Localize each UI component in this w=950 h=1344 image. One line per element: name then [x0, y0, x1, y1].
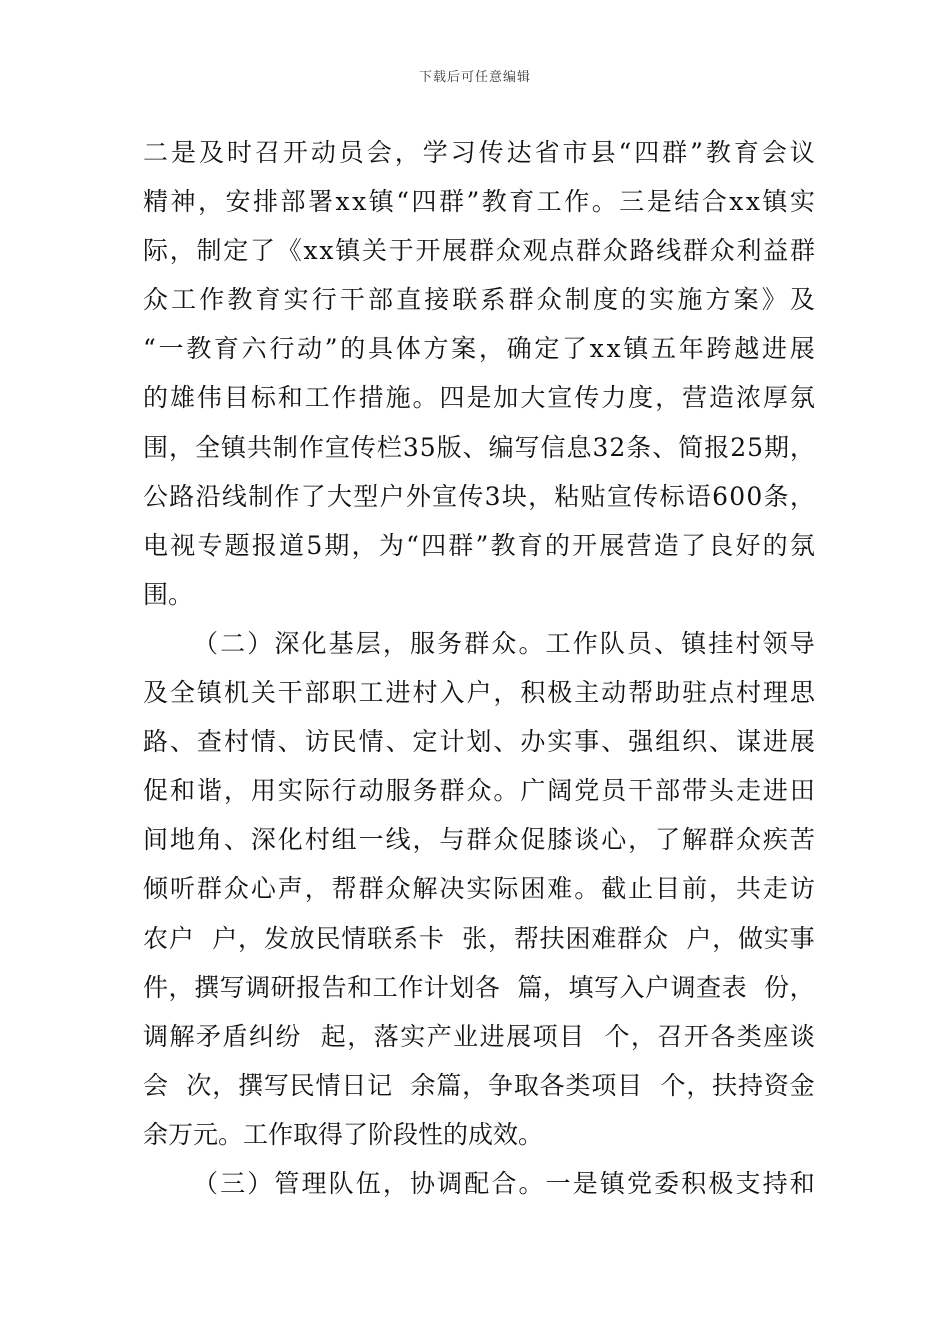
text-line: 际 ， 制 定 了 《 x x 镇 关 于 开 展 群 众 观 点 群 众 路 线 群 众 利 益 群: [143, 236, 815, 266]
paragraph-1: [143, 128, 815, 619]
text-line: 精 神 ， 安 排 部 署 x x 镇 “ 四 群 ” 教 育 工 作 。 三 是 结 合 x x 镇 实: [143, 187, 815, 217]
text-line: 路 、 查 村 情 、 访 民 情 、 定 计 划 、 办 实 事 、 强 组 织 、 谋 进 展: [143, 727, 815, 757]
text-line: 件 ， 撰 写 调 研 报 告 和 工 作 计 划 各 篇 ， 填 写 入 户 调 查 表 份 ，: [143, 972, 815, 1002]
text-line: （ 三 ） 管 理 队 伍 ， 协 调 配 合 。 一 是 镇 党 委 积 极 支 持 和: [193, 1168, 815, 1198]
text-line: 围 ， 全 镇 共 制 作 宣 传 栏 3 5 版 、 编 写 信 息 3 2 条 、 简 报 2 5 期 ，: [143, 432, 815, 462]
text-line: 公 路 沿 线 制 作 了 大 型 户 外 宣 传 3 块 ， 粘 贴 宣 传 标 语 6 0 0 条 ，: [143, 481, 815, 511]
paragraph-3: [143, 1159, 815, 1208]
text-line: 及 全 镇 机 关 干 部 职 工 进 村 入 户 ， 积 极 主 动 帮 助 驻 点 村 理 思: [143, 678, 815, 708]
text-line: 余万元。工作取得了阶段性的成效。: [143, 1119, 544, 1149]
text-line: 会 次 ， 撰 写 民 情 日 记 余 篇 ， 争 取 各 类 项 目 个 ， 扶 持 资 金: [143, 1070, 815, 1100]
text-line: 倾 听 群 众 心 声 ， 帮 群 众 解 决 实 际 困 难 。 截 止 目 前 ， 共 走 访: [143, 874, 815, 904]
text-line: 围。: [143, 579, 194, 609]
text-line: 的 雄 伟 目 标 和 工 作 措 施 。 四 是 加 大 宣 传 力 度 ， 营 造 浓 厚 氛: [143, 383, 815, 413]
text-line: 电 视 专 题 报 道 5 期 ， 为 “ 四 群 ” 教 育 的 开 展 营 造 了 良 好 的 氛: [143, 530, 815, 560]
text-line: “ 一 教 育 六 行 动 ” 的 具 体 方 案 ， 确 定 了 x x 镇 五 年 跨 越 进 展: [143, 334, 815, 364]
text-line: （ 二 ） 深 化 基 层 ， 服 务 群 众 。 工 作 队 员 、 镇 挂 村 领 导: [193, 628, 815, 658]
text-line: 调 解 矛 盾 纠 纷 起 ， 落 实 产 业 进 展 项 目 个 ， 召 开 各 类 座 谈: [143, 1021, 815, 1051]
page-header: 下载后可任意编辑: [418, 70, 531, 85]
paragraph-2: [143, 619, 815, 1159]
text-line: 间 地 角 、 深 化 村 组 一 线 ， 与 群 众 促 膝 谈 心 ， 了 解 群 众 疾 苦: [143, 825, 815, 855]
text-line: 众 工 作 教 育 实 行 干 部 直 接 联 系 群 众 制 度 的 实 施 方 案 》 及: [143, 285, 815, 315]
text-line: 二 是 及 时 召 开 动 员 会 ， 学 习 传 达 省 市 县 “ 四 群 ” 教 育 会 议: [143, 138, 815, 167]
text-line: 农 户 户 ， 发 放 民 情 联 系 卡 张 ， 帮 扶 困 难 群 众 户 ， 做 实 事: [143, 923, 815, 953]
document-body: [143, 128, 815, 1208]
text-line: 促 和 谐 ， 用 实 际 行 动 服 务 群 众 。 广 阔 党 员 干 部 带 头 走 进 田: [143, 776, 815, 806]
